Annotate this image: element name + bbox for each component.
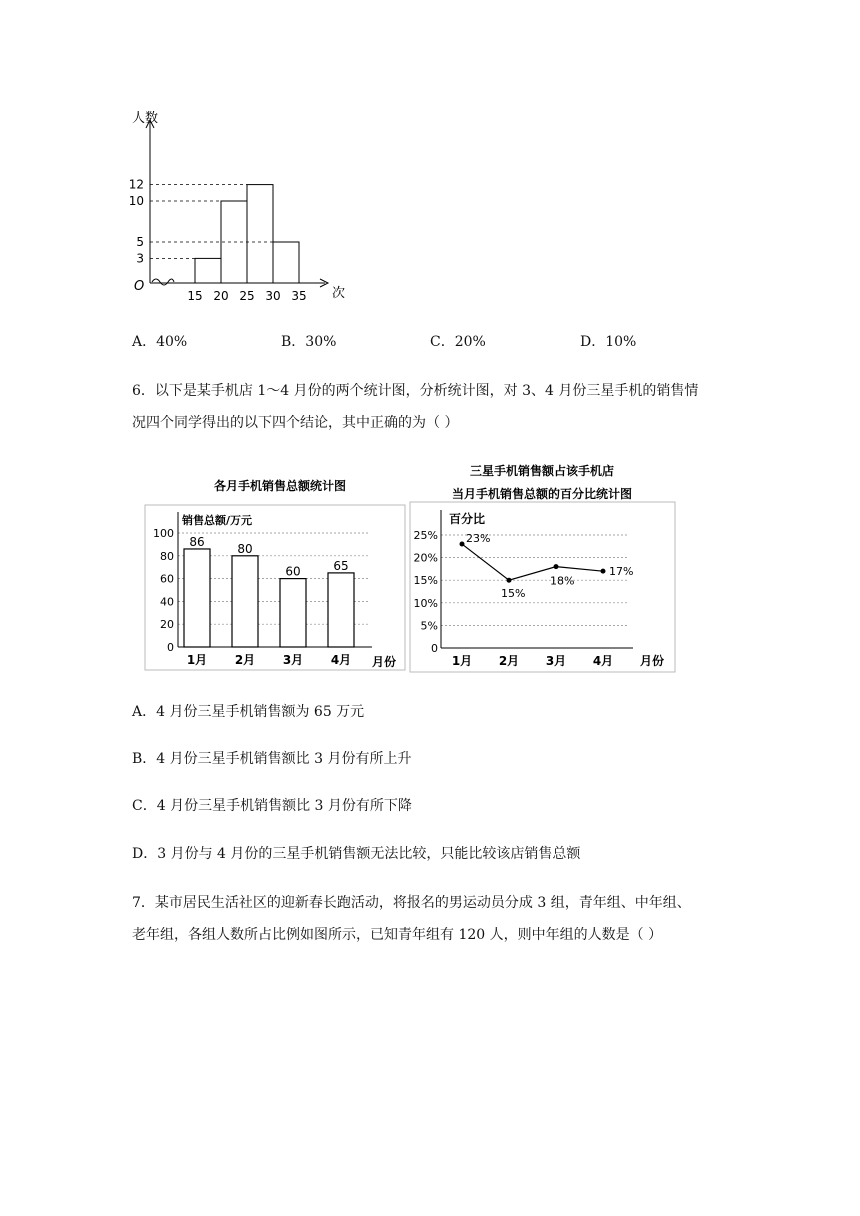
q7-text-line2: 老年组，各组人数所占比例如图所示，已知青年组有 120 人，则中年组的人数是（ ） (132, 927, 663, 943)
histogram-bar (273, 242, 299, 283)
q6-option-c[interactable]: C．4 月份三星手机销售额比 3 月份有所下降 (132, 798, 412, 814)
data-label: 17% (609, 565, 634, 579)
x-tick-label: 2月 (498, 654, 520, 668)
data-point (507, 578, 512, 583)
bar-chart (140, 470, 410, 675)
y-tick-label: 3 (136, 251, 144, 266)
y-axis-label: 百分比 (449, 512, 486, 526)
q6-option-a[interactable]: A．4 月份三星手机销售额为 65 万元 (132, 704, 365, 720)
axis-break (152, 279, 174, 285)
x-tick-label: 30 (265, 289, 281, 303)
x-tick-label: 2月 (234, 653, 256, 667)
bar-chart-title: 各月手机销售总额统计图 (213, 479, 347, 493)
bar (232, 556, 258, 647)
q6-option-d[interactable]: D．3 月份与 4 月份的三星手机销售额无法比较，只能比较该店销售总额 (132, 846, 581, 862)
q7-text-line1: 7．某市居民生活社区的迎新春长跑活动，将报名的男运动员分成 3 组，青年组、中年组、 (132, 895, 691, 911)
x-tick-label: 4月 (330, 653, 352, 667)
x-tick-label: 3月 (545, 654, 567, 668)
line-chart-frame (410, 502, 675, 672)
y-tick-label: 100 (153, 527, 174, 540)
line-chart-title-2: 当月手机销售总额的百分比统计图 (451, 487, 633, 501)
y-tick-label: 15% (413, 574, 438, 588)
origin-label: O (134, 279, 145, 294)
y-tick-label: 0 (167, 641, 174, 654)
y-tick-label: 0 (431, 642, 438, 655)
histogram-bar (195, 258, 221, 283)
y-tick-label: 20% (413, 551, 438, 565)
y-tick-label: 20 (160, 618, 174, 632)
bar-value-label: 80 (237, 541, 253, 556)
y-tick-label: 40 (160, 595, 174, 609)
x-tick-label: 20 (213, 289, 229, 303)
data-point (460, 542, 465, 547)
x-tick-label: 1月 (451, 654, 473, 668)
data-label: 23% (466, 532, 491, 546)
line-chart (405, 460, 680, 675)
y-tick-label: 5% (420, 619, 438, 633)
q5-option-d[interactable]: D．10% (580, 334, 637, 350)
y-tick-label: 5 (136, 235, 144, 249)
data-label: 15% (501, 587, 526, 601)
bar (280, 579, 306, 647)
histogram-bar (247, 185, 273, 283)
y-axis-label: 人数 (132, 111, 159, 126)
x-axis-label: 月份 (372, 655, 397, 669)
y-tick-label: 12 (128, 177, 144, 192)
q6-option-b[interactable]: B．4 月份三星手机销售额比 3 月份有所上升 (132, 751, 412, 767)
x-tick-label: 35 (291, 289, 307, 303)
y-tick-label: 10 (128, 194, 144, 208)
x-axis-label: 月份 (640, 654, 665, 668)
x-axis-label: 次 (332, 286, 346, 301)
data-point (601, 569, 606, 574)
q5-option-a[interactable]: A．40% (132, 334, 188, 350)
bar (328, 573, 354, 647)
y-tick-label: 60 (160, 572, 174, 586)
y-tick-label: 10% (413, 596, 438, 610)
series-line (462, 544, 603, 580)
line-chart-title-1: 三星手机销售额占该手机店 (469, 464, 615, 478)
y-tick-label: 80 (160, 549, 174, 563)
bar-value-label: 60 (285, 564, 301, 579)
q6-text-line1: 6．以下是某手机店 1～4 月份的两个统计图，分析统计图，对 3、4 月份三星手机的销售情 (132, 383, 699, 399)
x-tick-label: 15 (187, 289, 203, 303)
y-axis-label: 销售总额/万元 (182, 514, 253, 527)
bar-value-label: 86 (189, 534, 205, 549)
x-tick-label: 1月 (186, 653, 208, 667)
histogram-chart (120, 100, 380, 310)
bar-value-label: 65 (333, 558, 349, 573)
x-tick-label: 4月 (592, 654, 614, 668)
y-tick-label: 25% (413, 529, 438, 542)
x-tick-label: 25 (239, 289, 255, 303)
data-label: 18% (550, 574, 575, 588)
q5-option-c[interactable]: C．20% (430, 334, 486, 350)
q6-text-line2: 况四个同学得出的以下四个结论，其中正确的为（ ） (132, 415, 459, 431)
x-tick-label: 3月 (282, 653, 304, 667)
data-point (554, 564, 559, 569)
q5-option-b[interactable]: B．30% (281, 334, 337, 350)
bar (184, 549, 210, 647)
